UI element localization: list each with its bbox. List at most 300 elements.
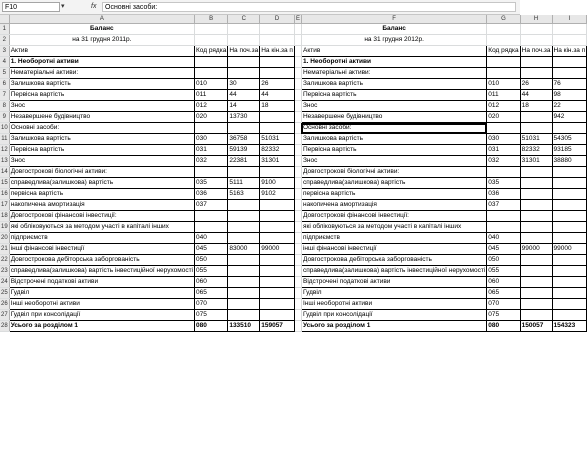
right-cell[interactable]: 31301 <box>520 156 552 167</box>
right-title[interactable]: Баланс <box>301 24 486 35</box>
row-header[interactable]: 6 <box>0 79 9 90</box>
spacer-cell-e[interactable] <box>294 266 301 277</box>
right-cell[interactable]: підприємств <box>301 233 486 244</box>
right-cell[interactable]: 99000 <box>552 244 587 255</box>
spacer-cell-e[interactable] <box>294 233 301 244</box>
right-cell[interactable] <box>520 123 552 134</box>
cell[interactable] <box>552 24 587 35</box>
cell[interactable] <box>520 24 552 35</box>
spacer-cell-e[interactable] <box>294 112 301 123</box>
right-cell[interactable]: 035 <box>487 178 520 189</box>
left-cell[interactable]: Відстрочені податкові активи <box>9 277 194 288</box>
cell[interactable] <box>228 24 260 35</box>
left-cell[interactable]: 59139 <box>228 145 260 156</box>
right-cell[interactable] <box>520 288 552 299</box>
right-cell[interactable] <box>520 68 552 79</box>
left-cell[interactable] <box>260 112 295 123</box>
right-cell[interactable]: 51031 <box>520 134 552 145</box>
right-cell[interactable]: Основні засоби: <box>301 123 486 134</box>
row-header[interactable]: 8 <box>0 101 9 112</box>
right-cell[interactable]: 22 <box>552 101 587 112</box>
right-cell[interactable]: 011 <box>487 90 520 101</box>
left-cell[interactable]: Первісна вартість <box>9 145 194 156</box>
left-cell[interactable] <box>260 123 295 134</box>
left-cell[interactable]: Незавершене будівництво <box>9 112 194 123</box>
column-header-f[interactable]: F <box>301 15 486 24</box>
left-cell[interactable] <box>228 211 260 222</box>
right-cell[interactable]: Довгострокові біологічні активи: <box>301 167 486 178</box>
left-cell[interactable]: 045 <box>195 244 228 255</box>
right-cell[interactable]: 154323 <box>552 321 587 332</box>
left-cell[interactable]: 159057 <box>260 321 295 332</box>
right-cell[interactable]: 150057 <box>520 321 552 332</box>
column-header-a[interactable]: A <box>9 15 194 24</box>
left-cell[interactable]: 035 <box>195 178 228 189</box>
left-cell[interactable] <box>228 310 260 321</box>
left-cell[interactable]: Знос <box>9 101 194 112</box>
cell[interactable] <box>487 24 520 35</box>
right-cell[interactable] <box>520 112 552 123</box>
right-cell[interactable]: 1. Необоротні активи <box>301 57 486 68</box>
left-cell[interactable]: 82332 <box>260 145 295 156</box>
right-cell[interactable]: Залишкова вартість <box>301 134 486 145</box>
spacer-cell-e[interactable] <box>294 90 301 101</box>
right-cell[interactable]: 070 <box>487 299 520 310</box>
left-cell[interactable]: 030 <box>195 134 228 145</box>
spacer-cell-e[interactable] <box>294 277 301 288</box>
left-cell[interactable]: 18 <box>260 101 295 112</box>
left-cell[interactable]: 065 <box>195 288 228 299</box>
left-cell[interactable]: Довгострокові біологічні активи: <box>9 167 194 178</box>
right-cell[interactable]: 080 <box>487 321 520 332</box>
right-cell[interactable]: 98 <box>552 90 587 101</box>
left-cell[interactable] <box>228 222 260 233</box>
row-header[interactable]: 2 <box>0 35 9 46</box>
left-cell[interactable] <box>195 68 228 79</box>
spacer-cell-e[interactable] <box>294 101 301 112</box>
left-date[interactable]: на 31 грудня 2011р. <box>9 35 194 46</box>
right-cell[interactable] <box>487 68 520 79</box>
right-cell[interactable] <box>552 277 587 288</box>
right-cell[interactable]: 037 <box>487 200 520 211</box>
right-cell[interactable]: 040 <box>487 233 520 244</box>
right-cell[interactable]: 010 <box>487 79 520 90</box>
left-cell[interactable] <box>228 277 260 288</box>
spacer-cell-e[interactable] <box>294 123 301 134</box>
left-cell[interactable]: 30 <box>228 79 260 90</box>
left-cell[interactable]: Усього за розділом 1 <box>9 321 194 332</box>
right-cell[interactable] <box>520 233 552 244</box>
right-cell[interactable]: 031 <box>487 145 520 156</box>
right-cell[interactable] <box>552 178 587 189</box>
spacer-cell-e[interactable] <box>294 35 301 46</box>
right-cell[interactable] <box>552 123 587 134</box>
right-cell[interactable]: Довгострокова дебіторська заборгованість <box>301 255 486 266</box>
right-cell[interactable] <box>520 255 552 266</box>
row-header[interactable]: 16 <box>0 189 9 200</box>
left-cell[interactable]: 010 <box>195 79 228 90</box>
right-cell[interactable]: Знос <box>301 101 486 112</box>
spacer-cell-e[interactable] <box>294 167 301 178</box>
row-header[interactable]: 13 <box>0 156 9 167</box>
left-cell[interactable] <box>260 288 295 299</box>
left-cell[interactable]: 83000 <box>228 244 260 255</box>
spacer-cell-e[interactable] <box>294 211 301 222</box>
right-cell[interactable] <box>552 211 587 222</box>
left-cell[interactable]: 036 <box>195 189 228 200</box>
left-cell[interactable] <box>228 233 260 244</box>
right-header-cell[interactable]: Актив <box>301 46 486 57</box>
name-box[interactable]: F10 <box>2 2 60 12</box>
right-cell[interactable] <box>552 266 587 277</box>
table-row <box>0 24 587 35</box>
function-icon[interactable]: fx <box>91 3 97 10</box>
right-cell[interactable]: 030 <box>487 134 520 145</box>
row-header[interactable]: 10 <box>0 123 9 134</box>
left-cell[interactable]: справедлива(залишкова) вартість інвестиційної нерухомості <box>9 266 194 277</box>
spacer-cell-e[interactable] <box>294 321 301 332</box>
spacer-cell-e[interactable] <box>294 299 301 310</box>
row-header[interactable]: 4 <box>0 57 9 68</box>
left-cell[interactable]: справедлива(залишкова) вартість <box>9 178 194 189</box>
left-cell[interactable] <box>260 255 295 266</box>
left-header-cell[interactable]: Актив <box>9 46 194 57</box>
right-cell[interactable]: Довгострокові фінансові інвестиції: <box>301 211 486 222</box>
right-cell[interactable]: інші фінансові інвестиції <box>301 244 486 255</box>
left-cell[interactable] <box>228 68 260 79</box>
right-cell[interactable]: 012 <box>487 101 520 112</box>
spacer-cell-e[interactable] <box>294 79 301 90</box>
right-cell[interactable] <box>552 189 587 200</box>
left-cell[interactable] <box>228 255 260 266</box>
spacer-cell-e[interactable] <box>294 255 301 266</box>
right-cell[interactable]: 060 <box>487 277 520 288</box>
right-cell[interactable] <box>552 288 587 299</box>
left-header-cell[interactable]: На поч.за <box>228 46 260 57</box>
right-cell[interactable]: Гудвіл при консолідації <box>301 310 486 321</box>
spacer-cell-e[interactable] <box>294 156 301 167</box>
right-cell[interactable] <box>520 211 552 222</box>
column-header-h[interactable]: H <box>520 15 552 24</box>
column-header-b[interactable]: B <box>195 15 228 24</box>
right-header-cell[interactable]: На кін.за п <box>552 46 587 57</box>
right-cell[interactable] <box>552 200 587 211</box>
left-header-cell[interactable]: Код рядка <box>195 46 228 57</box>
right-cell[interactable]: 050 <box>487 255 520 266</box>
right-cell[interactable] <box>520 189 552 200</box>
right-cell[interactable] <box>520 178 552 189</box>
left-cell[interactable]: накопичена амортизація <box>9 200 194 211</box>
left-cell[interactable]: 080 <box>195 321 228 332</box>
column-header-e[interactable]: E <box>295 16 300 22</box>
left-cell[interactable] <box>260 310 295 321</box>
left-cell[interactable]: Знос <box>9 156 194 167</box>
row-header[interactable]: 12 <box>0 145 9 156</box>
left-cell[interactable]: 012 <box>195 101 228 112</box>
cell[interactable] <box>487 35 520 46</box>
right-header-cell[interactable]: На поч.за <box>520 46 552 57</box>
left-cell[interactable]: Первісна вартість <box>9 90 194 101</box>
left-cell[interactable] <box>195 57 228 68</box>
right-cell[interactable] <box>552 68 587 79</box>
left-cell[interactable] <box>260 222 295 233</box>
right-cell[interactable]: 44 <box>520 90 552 101</box>
right-cell[interactable]: 18 <box>520 101 552 112</box>
row-header[interactable]: 27 <box>0 310 9 321</box>
right-cell[interactable] <box>520 222 552 233</box>
spacer-cell-e[interactable] <box>294 68 301 79</box>
right-cell[interactable] <box>552 255 587 266</box>
right-cell[interactable] <box>487 222 520 233</box>
left-cell[interactable]: 060 <box>195 277 228 288</box>
right-cell[interactable]: Інші необоротні активи <box>301 299 486 310</box>
row-header[interactable]: 11 <box>0 134 9 145</box>
right-cell[interactable] <box>552 57 587 68</box>
cell[interactable] <box>228 35 260 46</box>
right-cell[interactable]: Залишкова вартість <box>301 79 486 90</box>
right-cell[interactable]: первісна вартість <box>301 189 486 200</box>
left-cell[interactable] <box>260 233 295 244</box>
right-cell[interactable]: 38880 <box>552 156 587 167</box>
column-header-d[interactable]: D <box>260 15 295 24</box>
spacer-cell-e[interactable] <box>294 24 301 35</box>
left-cell[interactable]: Довгострокові фінансові інвестиції: <box>9 211 194 222</box>
left-cell[interactable]: які обліковуються за методом участі в капіталі інших <box>9 222 194 233</box>
left-cell[interactable] <box>228 200 260 211</box>
left-cell[interactable]: 011 <box>195 90 228 101</box>
left-cell[interactable] <box>260 200 295 211</box>
left-cell[interactable]: Гудвіл при консолідації <box>9 310 194 321</box>
left-cell[interactable]: 44 <box>228 90 260 101</box>
spacer-cell-e[interactable] <box>294 189 301 200</box>
left-cell[interactable]: 9100 <box>260 178 295 189</box>
left-cell[interactable]: первісна вартість <box>9 189 194 200</box>
left-cell[interactable]: 075 <box>195 310 228 321</box>
right-cell[interactable]: 942 <box>552 112 587 123</box>
left-cell[interactable] <box>228 288 260 299</box>
left-cell[interactable]: Довгострокова дебіторська заборгованість <box>9 255 194 266</box>
right-cell[interactable]: Відстрочені податкові активи <box>301 277 486 288</box>
right-cell[interactable]: 032 <box>487 156 520 167</box>
table-row <box>0 189 587 200</box>
left-cell[interactable] <box>228 167 260 178</box>
chevron-down-icon[interactable]: ▾ <box>61 3 65 10</box>
right-cell[interactable]: Нематеріальні активи: <box>301 68 486 79</box>
cell[interactable] <box>195 24 228 35</box>
left-cell[interactable]: Основні засоби: <box>9 123 194 134</box>
formula-input[interactable]: Основні засоби: <box>102 2 516 12</box>
left-cell[interactable]: підприємств <box>9 233 194 244</box>
left-cell[interactable] <box>260 266 295 277</box>
left-cell[interactable]: 13730 <box>228 112 260 123</box>
right-cell[interactable]: Усього за розділом 1 <box>301 321 486 332</box>
left-cell[interactable]: 44 <box>260 90 295 101</box>
row-header[interactable]: 7 <box>0 90 9 101</box>
right-cell[interactable]: 76 <box>552 79 587 90</box>
left-cell[interactable]: 133510 <box>228 321 260 332</box>
left-header-cell[interactable]: На кін.за п <box>260 46 295 57</box>
right-cell[interactable]: Гудвіл <box>301 288 486 299</box>
column-header-i[interactable]: I <box>552 15 587 24</box>
right-cell[interactable]: накопичена амортизація <box>301 200 486 211</box>
left-cell[interactable]: 032 <box>195 156 228 167</box>
left-cell[interactable] <box>260 167 295 178</box>
row-header[interactable]: 21 <box>0 244 9 255</box>
row-header[interactable]: 28 <box>0 321 9 332</box>
table-row <box>0 200 587 211</box>
right-cell[interactable] <box>520 200 552 211</box>
left-cell[interactable]: 020 <box>195 112 228 123</box>
left-cell[interactable]: 51031 <box>260 134 295 145</box>
right-cell[interactable] <box>520 57 552 68</box>
left-cell[interactable]: 9102 <box>260 189 295 200</box>
left-cell[interactable]: 037 <box>195 200 228 211</box>
left-cell[interactable] <box>260 68 295 79</box>
right-cell[interactable]: справедлива(залишкова) вартість інвестиційної нерухомості <box>301 266 486 277</box>
left-cell[interactable]: Нематеріальні активи: <box>9 68 194 79</box>
column-header-g[interactable]: G <box>487 15 520 24</box>
left-title[interactable]: Баланс <box>9 24 194 35</box>
right-cell[interactable]: 075 <box>487 310 520 321</box>
right-cell[interactable]: 93185 <box>552 145 587 156</box>
right-cell[interactable]: 020 <box>487 112 520 123</box>
row-header[interactable]: 24 <box>0 277 9 288</box>
left-cell[interactable]: 070 <box>195 299 228 310</box>
left-cell[interactable]: інші фінансові інвестиції <box>9 244 194 255</box>
right-cell[interactable]: 99000 <box>520 244 552 255</box>
cell[interactable] <box>260 24 295 35</box>
right-cell[interactable]: які обліковуються за методом участі в капіталі інших <box>301 222 486 233</box>
left-cell[interactable] <box>195 222 228 233</box>
right-cell[interactable] <box>552 222 587 233</box>
row-header[interactable]: 15 <box>0 178 9 189</box>
table-row <box>0 211 587 222</box>
right-date[interactable]: на 31 грудня 2012р. <box>301 35 486 46</box>
right-cell[interactable] <box>520 277 552 288</box>
left-cell[interactable]: 36758 <box>228 134 260 145</box>
right-cell[interactable]: Незавершене будівництво <box>301 112 486 123</box>
right-cell[interactable]: 26 <box>520 79 552 90</box>
row-header[interactable]: 23 <box>0 266 9 277</box>
table-row <box>0 299 587 310</box>
right-cell[interactable]: 036 <box>487 189 520 200</box>
right-cell[interactable]: справедлива(залишкова) вартість <box>301 178 486 189</box>
row-header[interactable]: 3 <box>0 46 9 57</box>
left-cell[interactable] <box>228 57 260 68</box>
left-cell[interactable] <box>228 299 260 310</box>
spacer-cell-e[interactable] <box>294 244 301 255</box>
right-cell[interactable]: 54305 <box>552 134 587 145</box>
row-header[interactable]: 25 <box>0 288 9 299</box>
spacer-cell-e[interactable] <box>294 288 301 299</box>
spacer-cell-e[interactable] <box>294 222 301 233</box>
right-cell[interactable] <box>552 299 587 310</box>
right-cell[interactable]: 055 <box>487 266 520 277</box>
row-header[interactable]: 26 <box>0 299 9 310</box>
left-cell[interactable] <box>195 167 228 178</box>
left-cell[interactable]: 1. Необоротні активи <box>9 57 194 68</box>
left-cell[interactable]: 031 <box>195 145 228 156</box>
right-cell[interactable]: 045 <box>487 244 520 255</box>
right-cell[interactable]: 82332 <box>520 145 552 156</box>
right-cell[interactable]: Первісна вартість <box>301 145 486 156</box>
spacer-cell-e[interactable] <box>294 46 301 57</box>
right-cell[interactable] <box>520 266 552 277</box>
row-header[interactable]: 14 <box>0 167 9 178</box>
cell[interactable] <box>195 35 228 46</box>
left-cell[interactable] <box>260 57 295 68</box>
right-cell[interactable] <box>487 57 520 68</box>
row-header[interactable]: 18 <box>0 211 9 222</box>
right-cell[interactable] <box>520 310 552 321</box>
row-header[interactable]: 17 <box>0 200 9 211</box>
table-row <box>0 167 587 178</box>
left-cell[interactable]: 055 <box>195 266 228 277</box>
right-cell[interactable]: Знос <box>301 156 486 167</box>
row-header[interactable]: 19 <box>0 222 9 233</box>
left-cell[interactable] <box>195 211 228 222</box>
right-cell[interactable] <box>552 310 587 321</box>
cell[interactable] <box>520 35 552 46</box>
row-header[interactable]: 5 <box>0 68 9 79</box>
right-cell[interactable] <box>552 167 587 178</box>
row-header[interactable]: 20 <box>0 233 9 244</box>
right-cell[interactable] <box>520 299 552 310</box>
left-cell[interactable]: 22381 <box>228 156 260 167</box>
spacer-cell-e[interactable] <box>294 310 301 321</box>
left-cell[interactable]: 040 <box>195 233 228 244</box>
left-cell[interactable]: 050 <box>195 255 228 266</box>
spacer-cell-e[interactable] <box>294 200 301 211</box>
left-cell[interactable] <box>195 123 228 134</box>
left-cell[interactable]: Залишкова вартість <box>9 79 194 90</box>
left-cell[interactable] <box>228 123 260 134</box>
right-cell[interactable] <box>520 167 552 178</box>
right-cell[interactable]: 065 <box>487 288 520 299</box>
left-cell[interactable] <box>260 211 295 222</box>
left-cell[interactable]: 5163 <box>228 189 260 200</box>
left-cell[interactable]: 31301 <box>260 156 295 167</box>
cell[interactable] <box>260 35 295 46</box>
left-cell[interactable]: 14 <box>228 101 260 112</box>
left-cell[interactable] <box>260 299 295 310</box>
left-cell[interactable]: Залишкова вартість <box>9 134 194 145</box>
row-header[interactable]: 1 <box>0 24 9 35</box>
left-cell[interactable]: 26 <box>260 79 295 90</box>
right-cell[interactable] <box>552 233 587 244</box>
left-cell[interactable]: Інші необоротні активи <box>9 299 194 310</box>
left-cell[interactable] <box>260 277 295 288</box>
spacer-cell-e[interactable] <box>294 57 301 68</box>
right-cell[interactable]: Первісна вартість <box>301 90 486 101</box>
left-cell[interactable]: Гудвіл <box>9 288 194 299</box>
spacer-cell-e[interactable] <box>294 134 301 145</box>
left-cell[interactable]: 5111 <box>228 178 260 189</box>
select-all-corner[interactable] <box>0 15 9 24</box>
right-header-cell[interactable]: Код рядка <box>487 46 520 57</box>
left-cell[interactable]: 99000 <box>260 244 295 255</box>
right-cell[interactable] <box>487 211 520 222</box>
cell[interactable] <box>552 35 587 46</box>
spacer-cell-e[interactable] <box>294 145 301 156</box>
right-cell[interactable] <box>487 167 520 178</box>
row-header[interactable]: 9 <box>0 112 9 123</box>
spacer-cell-e[interactable] <box>294 178 301 189</box>
right-cell[interactable] <box>487 123 520 134</box>
left-cell[interactable] <box>228 266 260 277</box>
column-header-c[interactable]: C <box>228 15 260 24</box>
row-header[interactable]: 22 <box>0 255 9 266</box>
